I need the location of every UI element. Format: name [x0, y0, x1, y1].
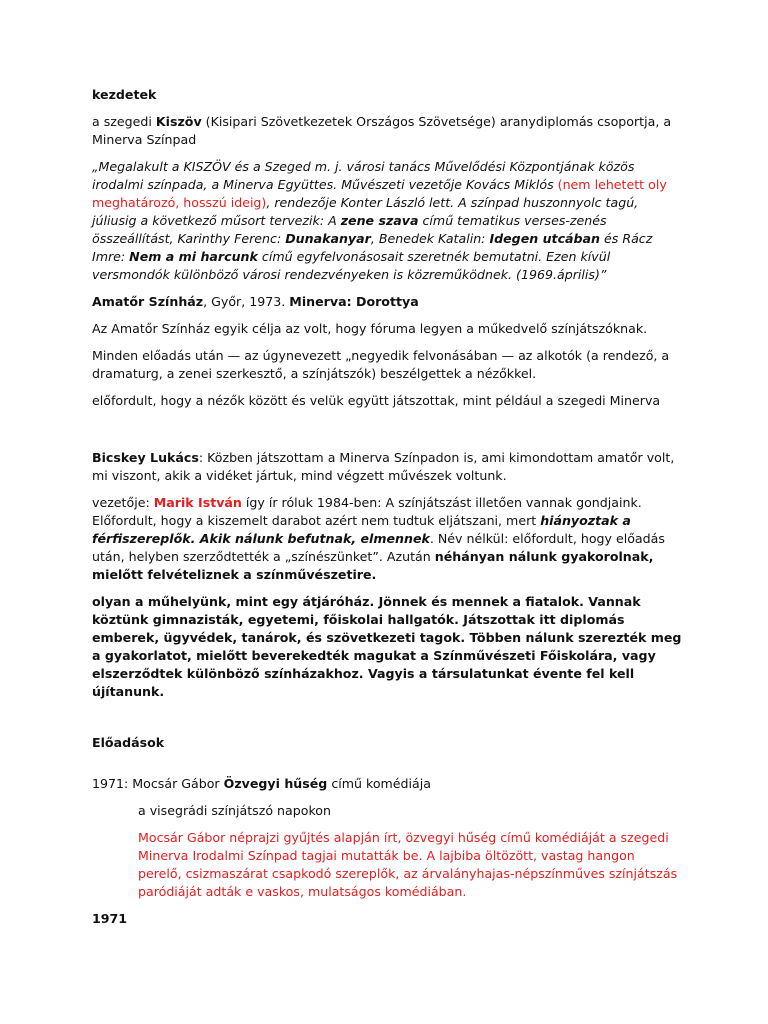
text: című komédiája: [327, 776, 431, 791]
document-page: [92, 86, 682, 937]
visegradi-line: a visegrádi színjátszó napokon: [138, 803, 331, 818]
spacer: [92, 761, 682, 775]
text: , Benedek Katalin:: [370, 231, 490, 246]
title-zene-szava: zene szava: [340, 213, 419, 228]
text: a szegedi: [92, 114, 156, 129]
text: , rendezője Konter László lett. A színpad huszonnyolc tagú, júliusig a következő műsort tervezik: A: [92, 195, 639, 228]
spacer: [92, 419, 682, 449]
text: című tematikus verses-zenés összeállítást, Karinthy Ferenc:: [92, 213, 607, 246]
ozvegyi-huseg-title: Özvegyi hűség: [223, 776, 328, 791]
text: , Győr, 1973.: [203, 294, 290, 309]
text: 1971: Mocsár Gábor: [92, 776, 224, 791]
heading-eloadasok: Előadások: [92, 735, 165, 750]
kiszov-bold: Kiszöv: [155, 114, 202, 129]
text: vezetője:: [92, 495, 154, 510]
text: (Kisipari Szövetkezetek Országos Szövetsége) aranydiplomás csoportja, a Minerva Színpad: [92, 114, 672, 147]
intro-paragraph: [92, 113, 682, 149]
text: így ír róluk 1984-ben: A színjátszást illetően vannak gondjaink. Előfordult, hogy a kiszemelt darabot azért nem tudtuk eljátszani, mert: [92, 495, 642, 528]
text: . Név nélkül: előfordult, hogy előadás után, helyben szerződtették a „színészünket”. Azután: [92, 531, 665, 564]
text: „Megalakult a KISZÖV és a Szeged m. j. városi tanács Művelődési Központjának közös irodalmi színpada, a Minerva Együttes. Művészeti vezetője Kovács Miklós: [92, 159, 635, 192]
item-1971-line: [92, 775, 682, 793]
text: : Közben játszottam a Minerva Színpadon is, ami kimondottam amatőr volt, mi viszont, akik a vidéket jártuk, mind végzett művészek voltunk.: [92, 450, 675, 483]
amator-szinhaz: Amatőr Színház: [92, 294, 204, 309]
text: és Rácz Imre:: [92, 231, 653, 264]
heading-kezdetek: kezdetek: [92, 87, 157, 102]
bicskey-paragraph: [92, 449, 682, 485]
bicskey-name: Bicskey Lukács: [92, 450, 199, 465]
quote-paragraph: [92, 158, 682, 284]
vezetoje-paragraph: [92, 494, 682, 584]
muhely-paragraph: olyan a műhelyünk, mint egy átjáróház. Jönnek és mennek a fiatalok. Vannak köztünk gimnazisták, egyetemi, főiskolai hallgatók. Játszottak itt diplomás emberek, ügyvédek, tanárok, és szövetkezeti tagok. Többen nálunk szerezték meg a gyakorlatot, mielőtt beverekedték magukat a Színművészeti Főiskolára, vagy elszerződtek különböző színházakhoz. Vagyis a társulatunkat évente fel kell újítanunk.: [92, 594, 682, 699]
spacer: [92, 710, 682, 734]
title-nem-a-mi-harcunk: Nem a mi harcunk: [129, 249, 258, 264]
minerva-dorottya: Minerva: Dorottya: [289, 294, 419, 309]
marik-istvan: Marik István: [153, 495, 242, 510]
text: című egyfelvonásosait szeretnék bemutatni. Ezen kívül versmondók különböző városi rendezvényeken is közreműködnek. (1969.április)”: [92, 249, 611, 282]
elofordult-paragraph: előfordult, hogy a nézők között és velük együtt játszottak, mint például a szegedi Minerva: [92, 393, 661, 408]
forum-paragraph: Az Amatőr Színház egyik célja az volt, hogy fóruma legyen a műkedvelő színjátszóknak.: [92, 321, 648, 336]
title-idegen-utcaban: Idegen utcában: [489, 231, 601, 246]
red-note: (nem lehetett oly meghatározó, hosszú ideig): [92, 177, 667, 210]
amator-line: [92, 293, 682, 311]
title-dunakanyar: Dunakanyar: [285, 231, 371, 246]
minden-paragraph: Minden előadás után — az úgynevezett „negyedik felvonásában — az alkotók (a rendező, a dramaturg, a zenei szerkesztő, a színjátszók) beszélgettek a nézőkkel.: [92, 348, 670, 381]
bold-text: néhányan nálunk gyakorolnak, mielőtt felvételiznek a színművészetire.: [92, 549, 654, 582]
red-description-paragraph: Mocsár Gábor néprajzi gyűjtés alapján írt, özvegyi hűség című komédiáját a szegedi Minerva Irodalmi Színpad tagjai mutatták be. A lajbiba öltözött, vastag hangon perelő, csizmaszárat csapkodó szereplők, az árvalányhajas-népszínműves színjátszás paródiáját adták e vaskos, mulatságos komédiában.: [138, 830, 678, 899]
year-1971-heading: 1971: [92, 911, 128, 926]
bold-italic-text: hiányoztak a férfiszereplők. Akik nálunk befutnak, elmennek: [92, 513, 631, 546]
